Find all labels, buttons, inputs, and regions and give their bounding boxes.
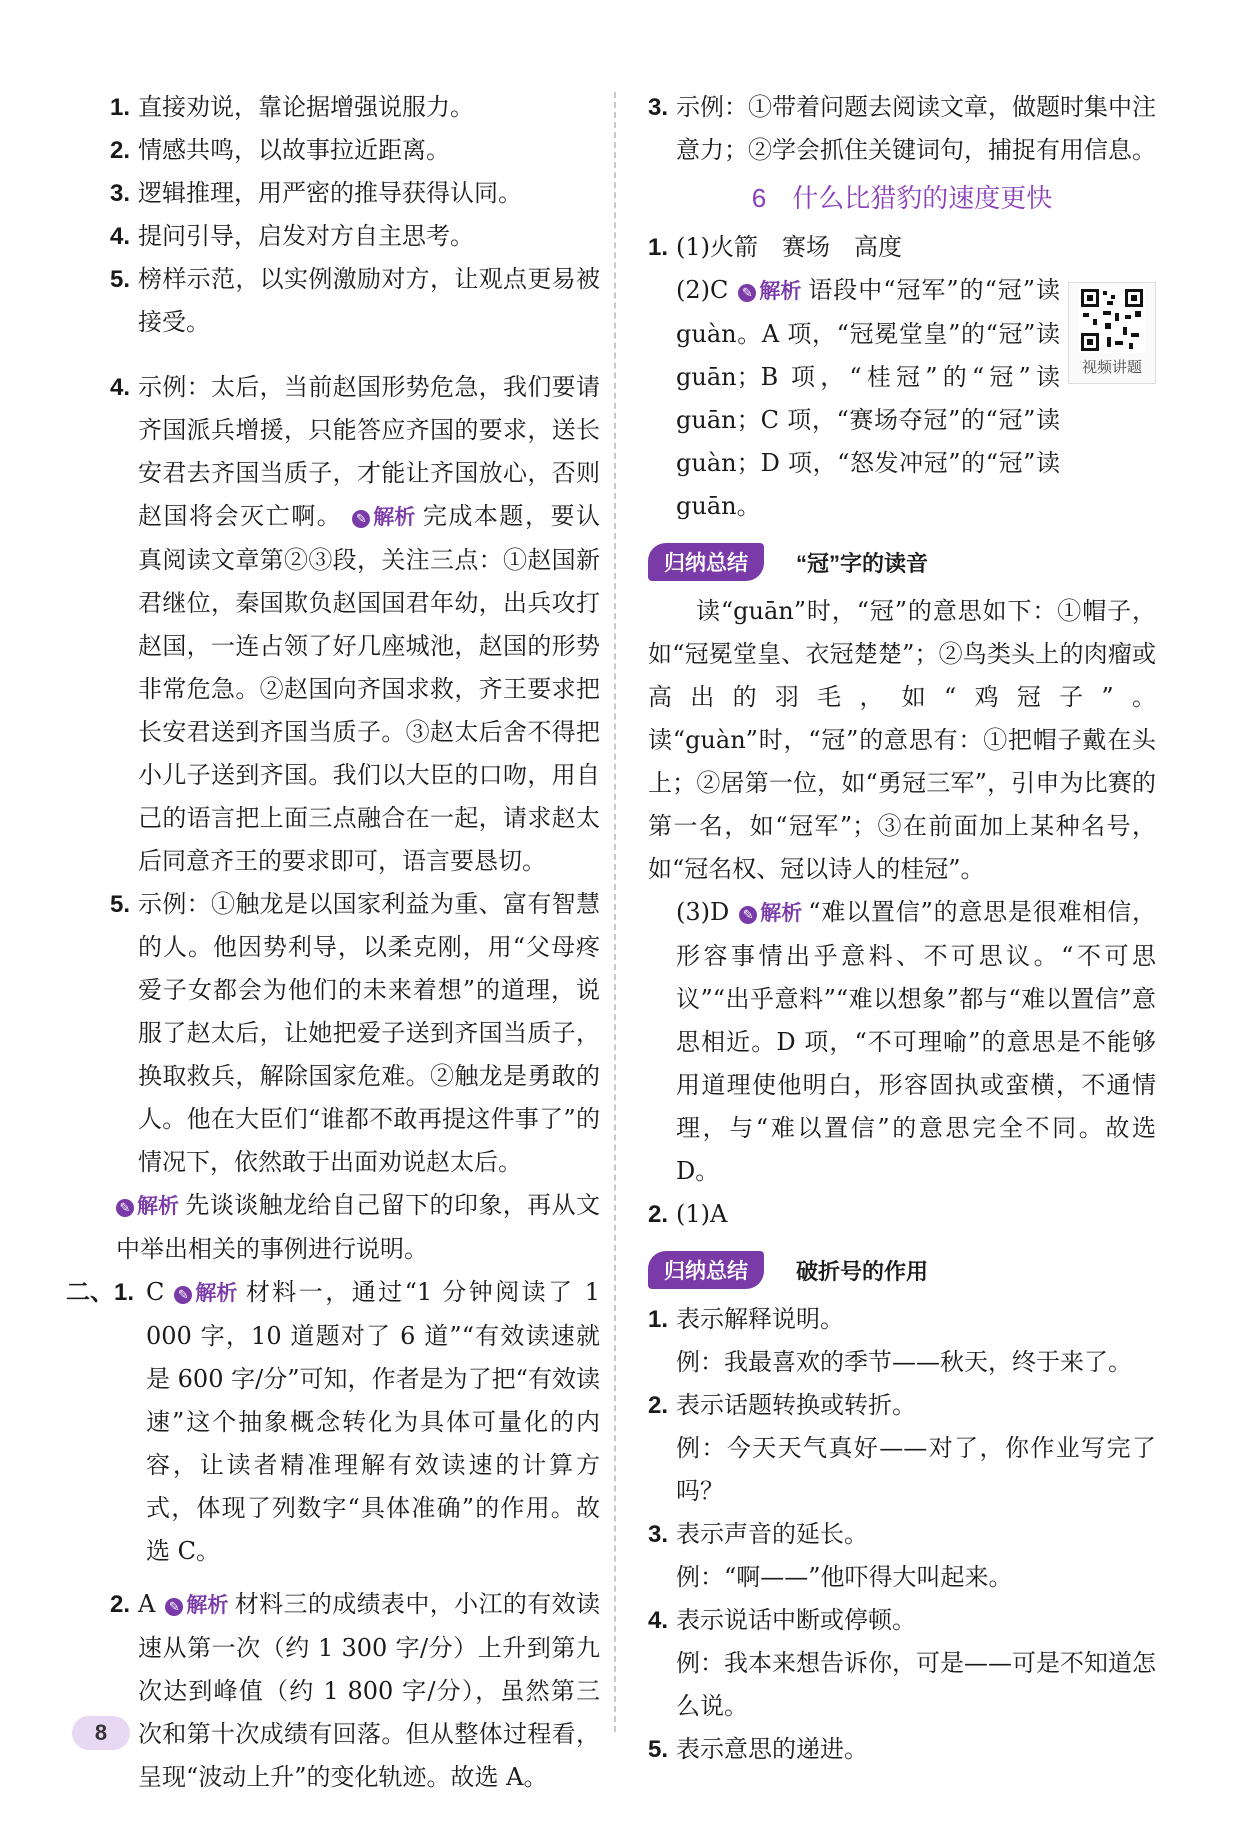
- analysis-icon: ✎: [116, 1199, 134, 1217]
- summary-text: 读“guān”时，“冠”的意思如下：①帽子，如“冠冕堂皇、衣冠楚楚”；②鸟类头上的肉瘤或高出的羽毛，如“鸡冠子”。读“guàn”时，“冠”的意思有：①把帽子戴在头上；②居第一位，如“勇冠三军”，引申为比赛的第一名，如“冠军”；③在前面加上某种名号，如“冠名权、冠以诗人的桂冠”。: [648, 597, 1156, 883]
- list-example: 例：今天天气真好——对了，你作业写完了吗？: [676, 1434, 1156, 1505]
- answer-5-analysis: ✎ 解析 先谈谈触龙给自己留下的印象，再从文中举出相关的事例进行说明。: [110, 1184, 600, 1271]
- list-item: 2. 表示话题转换或转折。: [648, 1391, 916, 1419]
- list-item: 3. 表示声音的延长。: [648, 1520, 868, 1548]
- part2-answer-2: 2. A ✎ 解析 材料三的成绩表中，小江的有效读速从第一次（约 1 300 字/分）上升到第九次达到峰值（约 1 800 字/分），虽然第三次和第十次成绩有回落。但从整体过程看，呈现“波动上升”的变化轨迹。故选 A。: [110, 1583, 600, 1799]
- analysis-tag: ✎ 解析: [352, 496, 415, 539]
- analysis-icon: ✎: [739, 906, 757, 924]
- part2-answer-1: 二、1. C ✎ 解析 材料一，通过“1 分钟阅读了 1 000 字，10 道题对了 6 道”“有效读速就是 600 字/分”可知，作者是为了把“有效读速”这个抽象概念转化为具体可量化的内容，让读者精准理解有效读速的计算方式，体现了列数字“具体准确”的作用。故选 C。: [66, 1271, 600, 1573]
- strategy-list: [110, 86, 600, 344]
- analysis-tag: ✎ 解析: [738, 270, 801, 313]
- summary-badge: 归纳总结: [648, 543, 764, 581]
- list-example: 例：“啊——”他吓得大叫起来。: [676, 1563, 1013, 1591]
- right-column: [648, 86, 1156, 1771]
- page-number: 8: [72, 1716, 130, 1750]
- list-item: 4. 提问引导，启发对方自主思考。: [110, 222, 474, 250]
- answer-6-2: 2. (1)A: [648, 1200, 728, 1228]
- answer-4: 4. 示例：太后，当前赵国形势危急，我们要请齐国派兵增援，只能答应齐国的要求，送长安君去齐国当质子，才能让齐国放心，否则赵国将会灭亡啊。 ✎ 解析 完成本题，要认真阅读文章第②③段，关注三点：①赵国新君继位，秦国欺负赵国国君年幼，出兵攻打赵国，一连占领了好几座城池，赵国的形势非常危急。②赵国向齐国求救，齐王要求把长安君送到齐国当质子。③赵太后舍不得把小儿子送到齐国。我们以大臣的口吻，用自己的语言把上面三点融合在一起，请求赵太后同意齐王的要求即可，语言要恳切。: [110, 373, 601, 875]
- list-item: 1. 直接劝说，靠论据增强说服力。: [110, 93, 474, 121]
- answer-3: 3. 示例：①带着问题去阅读文章，做题时集中注意力；②学会抓住关键词句，捕捉有用信息。: [648, 93, 1156, 164]
- list-item: 4. 表示说话中断或停顿。: [648, 1606, 916, 1634]
- list-item: 1. 表示解释说明。: [648, 1305, 844, 1333]
- analysis-icon: ✎: [174, 1286, 192, 1304]
- analysis-tag: ✎ 解析: [116, 1185, 179, 1228]
- list-example: 例：我本来想告诉你，可是——可是不知道怎么说。: [676, 1649, 1156, 1720]
- summary-title: “冠”字的读音: [796, 550, 929, 576]
- summary-title: 破折号的作用: [796, 1258, 929, 1284]
- analysis-tag: ✎ 解析: [174, 1272, 237, 1315]
- list-item: 2. 情感共鸣，以故事拉近距离。: [110, 136, 450, 164]
- summary-badge: 归纳总结: [648, 1251, 764, 1289]
- list-item: 5. 表示意思的递进。: [648, 1735, 868, 1763]
- list-item: 3. 逻辑推理，用严密的推导获得认同。: [110, 179, 522, 207]
- list-example: 例：我最喜欢的季节——秋天，终于来了。: [676, 1348, 1132, 1376]
- analysis-icon: ✎: [352, 510, 370, 528]
- analysis-icon: ✎: [165, 1598, 183, 1616]
- section-title: 6 什么比猎豹的速度更快: [751, 183, 1053, 213]
- analysis-tag: ✎ 解析: [165, 1584, 228, 1627]
- answer-6-1: 1. (1)火箭 赛场 高度 (2)C ✎ 解析 语段中“冠军”的“冠”读 guàn。A 项，“冠冕堂皇”的“冠”读 guān；B 项，“桂冠”的“冠”读 guān；C 项，“赛场夺冠”的“冠”读 guàn；D 项，“怒发冲冠”的“冠”读 guān。: [648, 233, 1060, 520]
- list-item: 5. 榜样示范，以实例激励对方，让观点更易被接受。: [110, 265, 600, 336]
- analysis-tag: ✎ 解析: [739, 892, 802, 935]
- summary-box-guan: [648, 542, 1156, 891]
- answer-6-1-3: (3)D ✎ 解析 “难以置信”的意思是很难相信，形容事情出乎意料、不可思议。“不可思议”“出乎意料”“难以想象”都与“难以置信”意思相近。D 项，“不可理喻”的意思是不能够用道理使他明白，形容固执或蛮横，不通情理，与“难以置信”的意思完全不同。故选 D。: [648, 891, 1156, 1193]
- analysis-icon: ✎: [738, 284, 756, 302]
- left-column: [66, 86, 601, 1799]
- answer-5: 5. 示例：①触龙是以国家利益为重、富有智慧的人。他因势利导，以柔克刚，用“父母疼爱子女都会为他们的未来着想”的道理，说服了赵太后，让她把爱子送到齐国当质子，换取救兵，解除国家危难。②触龙是勇敢的人。他在大臣们“谁都不敢再提这件事了”的情况下，依然敢于出面劝说赵太后。: [110, 890, 600, 1176]
- summary-box-dash: [648, 1250, 1156, 1771]
- video-qr-code[interactable]: 视频讲题: [1068, 282, 1156, 384]
- column-divider: [614, 92, 616, 1732]
